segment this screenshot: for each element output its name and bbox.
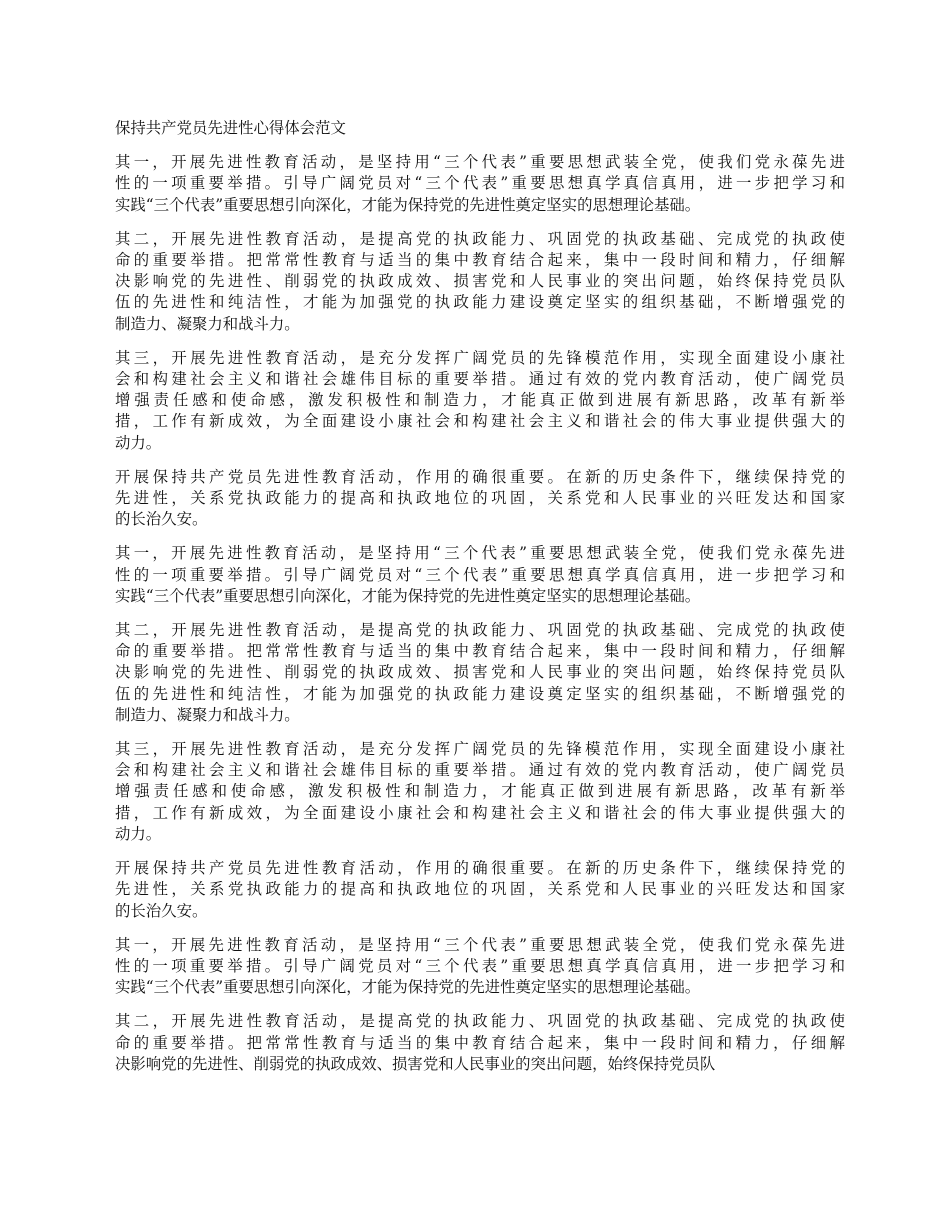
paragraph-line: 命的重要举措。把常常性教育与适当的集中教育结合起来，集中一段时间和精力，仔细解 [115,1033,845,1052]
paragraph-line: 其一，开展先进性教育活动，是坚持用“三个代表”重要思想武装全党，使我们党永葆先进 [115,153,845,172]
document-title: 保持共产党员先进性心得体会范文 [115,119,346,137]
paragraph-line: 其三，开展先进性教育活动，是充分发挥广阔党员的先锋模范作用，实现全面建设小康社 [115,740,845,759]
paragraph-line: 性的一项重要举措。引导广阔党员对“三个代表”重要思想真学真信真用，进一步把学习和 [115,956,845,975]
paragraph-line: 伍的先进性和纯洁性，才能为加强党的执政能力建设奠定坚实的组织基础，不断增强党的 [115,684,845,703]
paragraph-line: 先进性，关系党执政能力的提高和执政地位的巩固，关系党和人民事业的兴旺发达和国家 [115,880,845,899]
paragraph-line: 实践“三个代表”重要思想引向深化，才能为保持党的先进性奠定坚实的思想理论基础。 [115,195,701,214]
paragraph-line: 命的重要举措。把常常性教育与适当的集中教育结合起来，集中一段时间和精力，仔细解 [115,251,845,270]
paragraph [115,152,845,216]
paragraph-line: 的长治久安。 [115,510,208,529]
paragraph-line: 会和构建社会主义和谐社会雄伟目标的重要举措。通过有效的党内教育活动，使广阔党员 [115,370,845,389]
paragraph [115,543,845,607]
paragraph-line: 实践“三个代表”重要思想引向深化，才能为保持党的先进性奠定坚实的思想理论基础。 [115,978,701,997]
paragraph [115,467,845,531]
document-page [115,118,845,1088]
paragraph-line: 会和构建社会主义和谐社会雄伟目标的重要举措。通过有效的党内教育活动，使广阔党员 [115,761,845,780]
paragraph-line: 其二，开展先进性教育活动，是提高党的执政能力、巩固党的执政基础、完成党的执政使 [115,229,845,248]
paragraph-line: 制造力、凝聚力和战斗力。 [115,314,300,333]
paragraph-line: 决影响党的先进性、削弱党的执政成效、损害党和人民事业的突出问题，始终保持党员队 [115,663,845,682]
paragraph-line: 命的重要举措。把常常性教育与适当的集中教育结合起来，集中一段时间和精力，仔细解 [115,642,845,661]
paragraph-line: 增强责任感和使命感，激发积极性和制造力，才能真正做到进展有新思路，改革有新举 [115,782,845,801]
paragraph [115,620,845,726]
paragraph-line: 其三，开展先进性教育活动，是充分发挥广阔党员的先锋模范作用，实现全面建设小康社 [115,348,845,367]
paragraph-line: 先进性，关系党执政能力的提高和执政地位的巩固，关系党和人民事业的兴旺发达和国家 [115,489,845,508]
paragraph-line: 措，工作有新成效，为全面建设小康社会和构建社会主义和谐社会的伟大事业提供强大的 [115,412,845,431]
paragraph-line: 动力。 [115,433,162,452]
paragraph-line: 决影响党的先进性、削弱党的执政成效、损害党和人民事业的突出问题，始终保持党员队 [115,272,845,291]
paragraph-line: 其一，开展先进性教育活动，是坚持用“三个代表”重要思想武装全党，使我们党永葆先进 [115,935,845,954]
document-body [115,152,845,1075]
paragraph-line: 动力。 [115,824,162,843]
paragraph-line: 性的一项重要举措。引导广阔党员对“三个代表”重要思想真学真信真用，进一步把学习和 [115,565,845,584]
paragraph-line: 实践“三个代表”重要思想引向深化，才能为保持党的先进性奠定坚实的思想理论基础。 [115,586,701,605]
paragraph-line: 措，工作有新成效，为全面建设小康社会和构建社会主义和谐社会的伟大事业提供强大的 [115,803,845,822]
paragraph-line: 增强责任感和使命感，激发积极性和制造力，才能真正做到进展有新思路，改革有新举 [115,391,845,410]
paragraph-line: 性的一项重要举措。引导广阔党员对“三个代表”重要思想真学真信真用，进一步把学习和 [115,174,845,193]
paragraph [115,229,845,335]
paragraph-line: 其一，开展先进性教育活动，是坚持用“三个代表”重要思想武装全党，使我们党永葆先进 [115,544,845,563]
paragraph-line: 决影响党的先进性、削弱党的执政成效、损害党和人民事业的突出问题，始终保持党员队 [115,1054,716,1073]
paragraph-line: 其二，开展先进性教育活动，是提高党的执政能力、巩固党的执政基础、完成党的执政使 [115,621,845,640]
paragraph-line: 开展保持共产党员先进性教育活动，作用的确很重要。在新的历史条件下，继续保持党的 [115,859,845,878]
paragraph [115,348,845,454]
paragraph-line: 伍的先进性和纯洁性，才能为加强党的执政能力建设奠定坚实的组织基础，不断增强党的 [115,293,845,312]
paragraph-line: 开展保持共产党员先进性教育活动，作用的确很重要。在新的历史条件下，继续保持党的 [115,467,845,486]
paragraph-line: 其二，开展先进性教育活动，是提高党的执政能力、巩固党的执政基础、完成党的执政使 [115,1012,845,1031]
paragraph [115,739,845,845]
paragraph [115,858,845,922]
paragraph-line: 制造力、凝聚力和战斗力。 [115,705,300,724]
paragraph [115,1011,845,1075]
paragraph-line: 的长治久安。 [115,901,208,920]
paragraph [115,935,845,999]
